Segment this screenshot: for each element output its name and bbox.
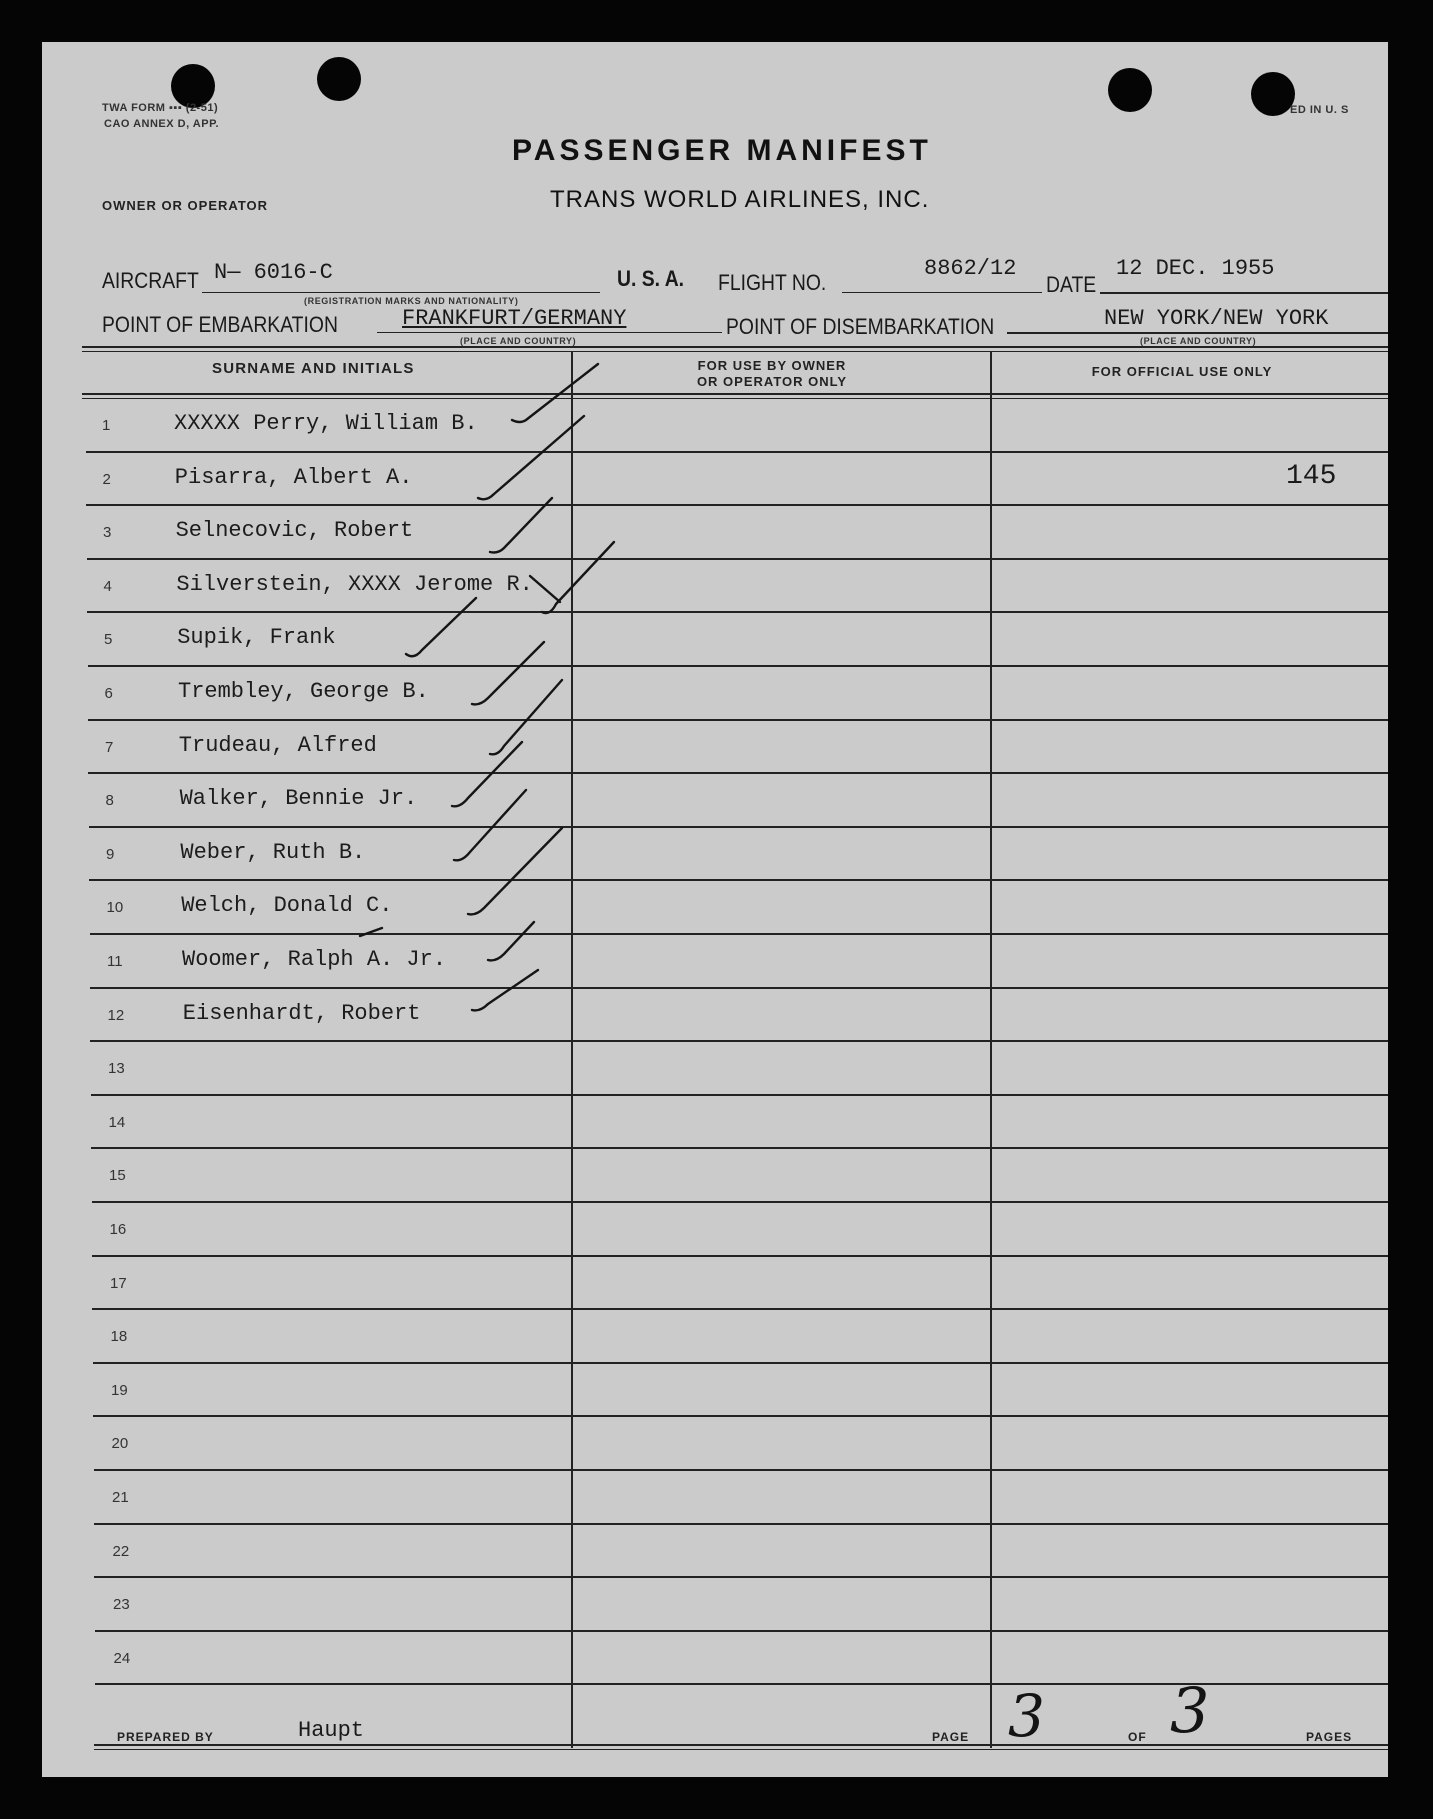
row-number: 9 (106, 845, 115, 863)
row-number: 2 (102, 470, 111, 488)
passenger-name: Trudeau, Alfred (178, 732, 377, 758)
checkmark-icon (452, 742, 522, 806)
row-number: 21 (112, 1489, 129, 1506)
pages-label: PAGES (1306, 1730, 1353, 1744)
passenger-name: XXXXX Perry, William B. (174, 411, 478, 436)
row-number: 23 (113, 1596, 130, 1614)
total-pages: 3 (1170, 1674, 1210, 1747)
row-number: 1 (102, 417, 111, 434)
checkmark-icon (542, 542, 614, 613)
col-header-surname: SURNAME AND INITIALS (212, 360, 415, 377)
embarkation-caption: (PLACE AND COUNTRY) (460, 336, 577, 346)
embarkation-label: POINT OF EMBARKATION (102, 312, 338, 337)
checkmark-icon (406, 598, 476, 656)
row-number: 22 (112, 1542, 130, 1560)
embarkation-value: FRANKFURT/GERMANY (402, 306, 627, 331)
handwritten-checkmarks (42, 42, 1388, 1777)
aircraft-value: N— 6016-C (214, 260, 333, 285)
row-number: 6 (104, 685, 113, 702)
passenger-name: Eisenhardt, Robert (182, 1000, 421, 1026)
form-code: TWA FORM ▪▪▪ (2-51) (102, 102, 219, 114)
passenger-name: Weber, Ruth B. (180, 839, 366, 865)
row-number: 12 (107, 1006, 125, 1024)
checkmark-icon (490, 498, 552, 553)
row-number: 16 (109, 1221, 127, 1238)
row-number: 7 (105, 738, 114, 756)
passenger-name: Welch, Donald C. (181, 893, 393, 919)
passenger-name: Silverstein, XXXX Jerome R. (176, 571, 533, 597)
passenger-name: Woomer, Ralph A. Jr. (182, 947, 447, 972)
owner-operator-label: OWNER OR OPERATOR (102, 198, 269, 213)
prepared-by-value: Haupt (298, 1718, 365, 1743)
disembarkation-label: POINT OF DISEMBARKATION (726, 314, 995, 339)
col-header-official: FOR OFFICIAL USE ONLY (1091, 364, 1273, 379)
flight-no-value: 8862/12 (924, 256, 1017, 281)
annex-ref: CAO ANNEX D, APP. (104, 118, 220, 130)
row-number: 3 (103, 524, 112, 542)
row-number: 24 (113, 1649, 131, 1667)
checkmark-icon (472, 642, 544, 704)
page-label: PAGE (932, 1730, 970, 1744)
row-number: 10 (106, 899, 124, 917)
flight-no-label: FLIGHT NO. (718, 270, 827, 295)
checkmark-icon (478, 416, 584, 499)
col-header-owner-line2: OR OPERATOR ONLY (696, 374, 848, 389)
checkmark-icon (512, 364, 598, 422)
checkmark-icon (488, 922, 534, 960)
row-number: 5 (104, 631, 113, 649)
row-number: 19 (111, 1381, 128, 1399)
aircraft-label: AIRCRAFT (102, 268, 199, 293)
disembarkation-value: NEW YORK/NEW YORK (1104, 306, 1329, 331)
row-number: 14 (108, 1113, 126, 1131)
country-label: U. S. A. (617, 266, 685, 291)
row-number: 15 (109, 1167, 126, 1185)
passenger-name: Supik, Frank (177, 625, 336, 651)
row-number: 17 (110, 1274, 127, 1292)
passenger-name: Pisarra, Albert A. (174, 464, 413, 490)
checkmark-icon (490, 680, 562, 754)
prepared-by-label: PREPARED BY (117, 1730, 214, 1744)
disembarkation-caption: (PLACE AND COUNTRY) (1140, 336, 1257, 346)
checkmark-icon (530, 576, 560, 602)
prepared-by-line (238, 1744, 898, 1745)
col-header-owner-line1: FOR USE BY OWNER (697, 358, 847, 373)
of-label: OF (1128, 1730, 1147, 1744)
checkmark-icon (472, 970, 538, 1010)
official-use-value: 145 (1286, 460, 1337, 492)
row-number: 18 (110, 1328, 128, 1346)
row-number: 4 (103, 577, 112, 595)
page-number: 3 (1008, 1682, 1045, 1750)
row-number: 13 (108, 1060, 125, 1078)
date-value: 12 DEC. 1955 (1116, 256, 1275, 281)
passenger-name: Walker, Bennie Jr. (179, 786, 418, 812)
row-number: 8 (105, 792, 114, 810)
passenger-name: Selnecovic, Robert (175, 518, 414, 544)
row-number: 11 (107, 953, 123, 970)
form-title: PASSENGER MANIFEST (512, 134, 932, 167)
passenger-name: Trembley, George B. (178, 679, 429, 704)
aircraft-caption: (REGISTRATION MARKS AND NATIONALITY) (304, 296, 519, 306)
date-label: DATE (1046, 272, 1097, 297)
manifest-sheet (42, 42, 1388, 1777)
row-number: 20 (111, 1435, 129, 1453)
pen-mark (360, 928, 382, 936)
company-name: TRANS WORLD AIRLINES, INC. (550, 186, 930, 213)
printed-in-usa: ED IN U. S (1290, 104, 1349, 116)
checkmark-icon (468, 828, 562, 914)
